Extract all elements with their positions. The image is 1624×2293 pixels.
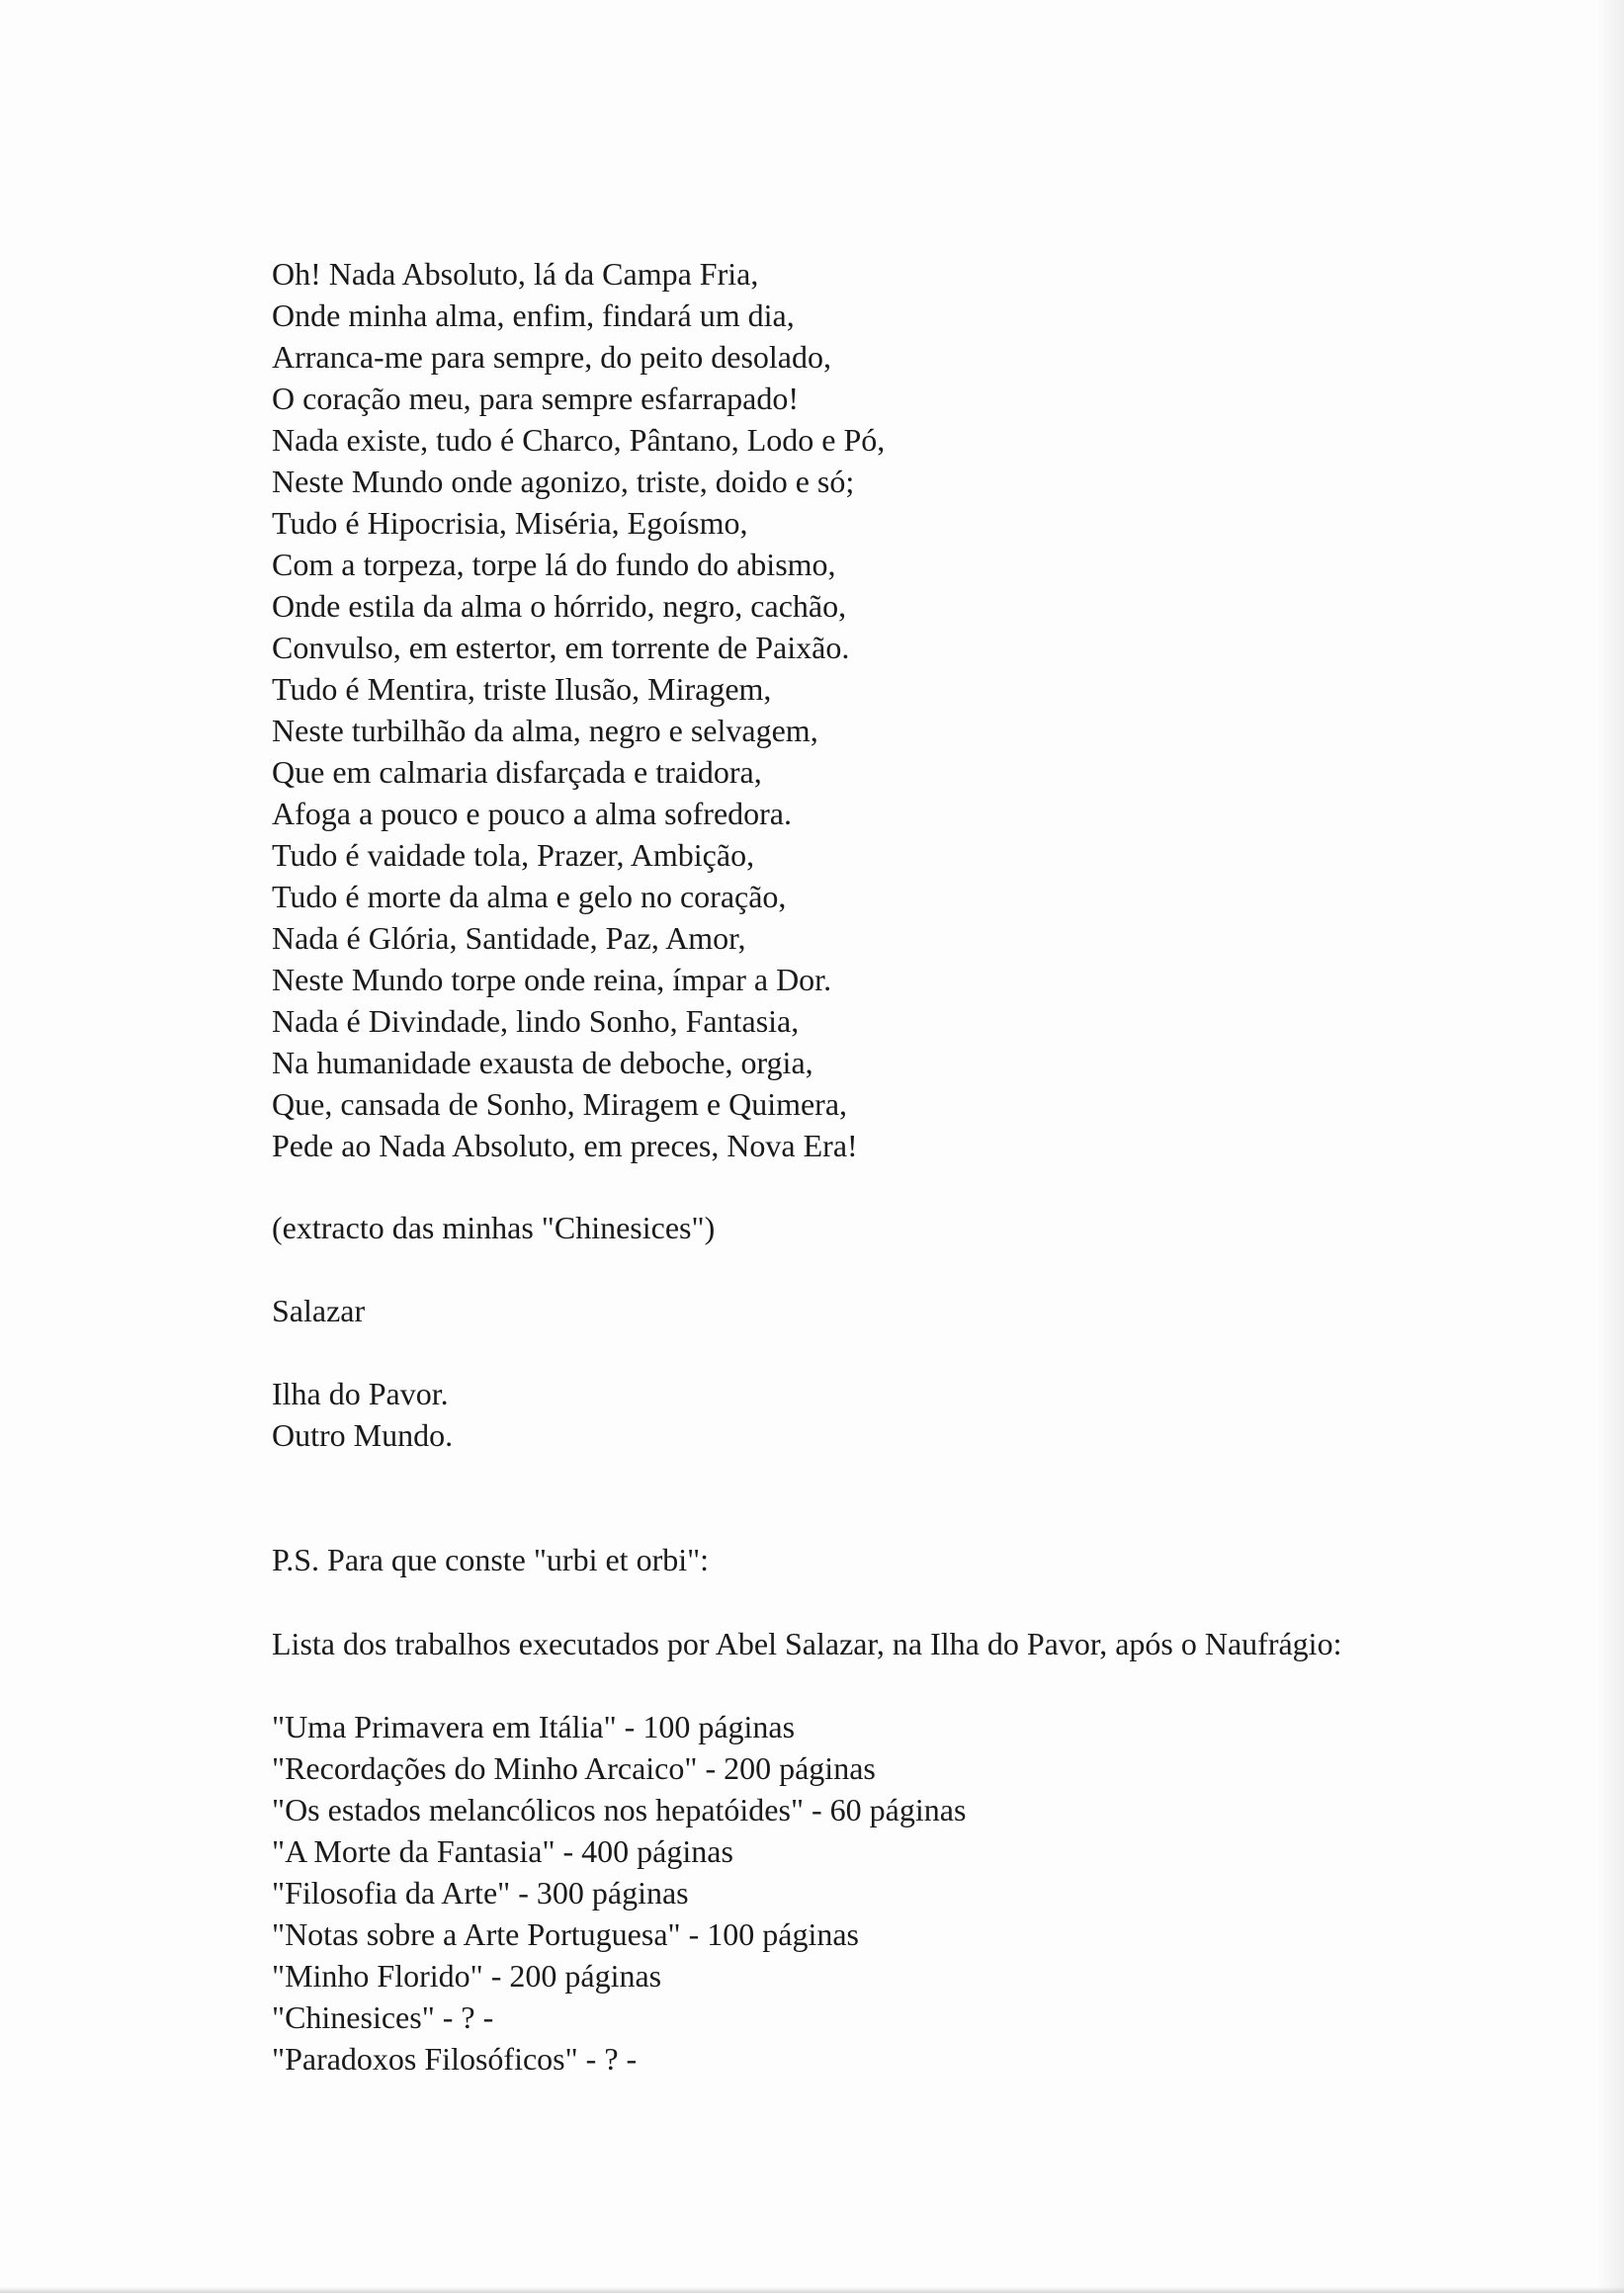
poem-line: Neste Mundo onde agonizo, triste, doido e só; [272, 464, 855, 499]
poem-line: Onde minha alma, enfim, findará um dia, [272, 297, 795, 333]
poem-line: Tudo é Hipocrisia, Miséria, Egoísmo, [272, 505, 748, 541]
place-line: Ilha do Pavor. [272, 1376, 449, 1411]
works-list-item: "Paradoxos Filosóficos" - ? - [272, 2041, 638, 2077]
poem-line: Que em calmaria disfarçada e traidora, [272, 754, 762, 790]
page-edge-shadow [1596, 0, 1624, 2293]
poem [272, 253, 1458, 1166]
works-list-item: "Minho Florido" - 200 páginas [272, 1958, 662, 1994]
poem-line: Afoga a pouco e pouco a alma sofredora. [272, 796, 792, 831]
poem-line: O coração meu, para sempre esfarrapado! [272, 381, 800, 416]
source-note: (extracto das minhas "Chinesices") [272, 1210, 716, 1245]
poem-line: Nada é Divindade, lindo Sonho, Fantasia, [272, 1003, 800, 1039]
works-list-item: "Filosofia da Arte" - 300 páginas [272, 1875, 689, 1911]
works-list-item: "A Morte da Fantasia" - 400 páginas [272, 1833, 733, 1869]
works-list [272, 1706, 1458, 2080]
works-list-item: "Recordações do Minho Arcaico" - 200 páginas [272, 1750, 876, 1786]
poem-line: Pede ao Nada Absoluto, em preces, Nova Era! [272, 1128, 858, 1163]
poem-line: Que, cansada de Sonho, Miragem e Quimera, [272, 1086, 848, 1122]
poem-line: Tudo é vaidade tola, Prazer, Ambição, [272, 837, 755, 873]
poem-line: Arranca-me para sempre, do peito desolado, [272, 339, 831, 375]
poem-line: Na humanidade exausta de deboche, orgia, [272, 1045, 813, 1080]
page-bottom-edge [0, 2287, 1624, 2293]
poem-line: Convulso, em estertor, em torrente de Paixão. [272, 630, 850, 665]
poem-line: Tudo é Mentira, triste Ilusão, Miragem, [272, 671, 772, 707]
place-block [272, 1373, 1458, 1456]
postscript-heading: P.S. Para que conste "urbi et orbi": [272, 1542, 710, 1577]
poem-line: Onde estila da alma o hórrido, negro, cachão, [272, 588, 847, 624]
poem-line: Oh! Nada Absoluto, lá da Campa Fria, [272, 256, 759, 292]
poem-line: Tudo é morte da alma e gelo no coração, [272, 879, 787, 914]
poem-line: Nada existe, tudo é Charco, Pântano, Lodo e Pó, [272, 422, 886, 458]
works-list-item: "Uma Primavera em Itália" - 100 páginas [272, 1709, 796, 1744]
place-line: Outro Mundo. [272, 1417, 454, 1453]
poem-line: Nada é Glória, Santidade, Paz, Amor, [272, 920, 746, 956]
poem-line: Neste turbilhão da alma, negro e selvagem, [272, 713, 818, 748]
signature: Salazar [272, 1293, 366, 1328]
works-list-item: "Chinesices" - ? - [272, 1999, 494, 2035]
works-list-item: "Notas sobre a Arte Portuguesa" - 100 páginas [272, 1916, 859, 1952]
works-list-item: "Os estados melancólicos nos hepatóides" - 60 páginas [272, 1792, 967, 1827]
poem-line: Neste Mundo torpe onde reina, ímpar a Dor. [272, 962, 832, 997]
works-list-intro: Lista dos trabalhos executados por Abel Salazar, na Ilha do Pavor, após o Naufrágio: [272, 1626, 1342, 1661]
poem-line: Com a torpeza, torpe lá do fundo do abismo, [272, 547, 836, 582]
